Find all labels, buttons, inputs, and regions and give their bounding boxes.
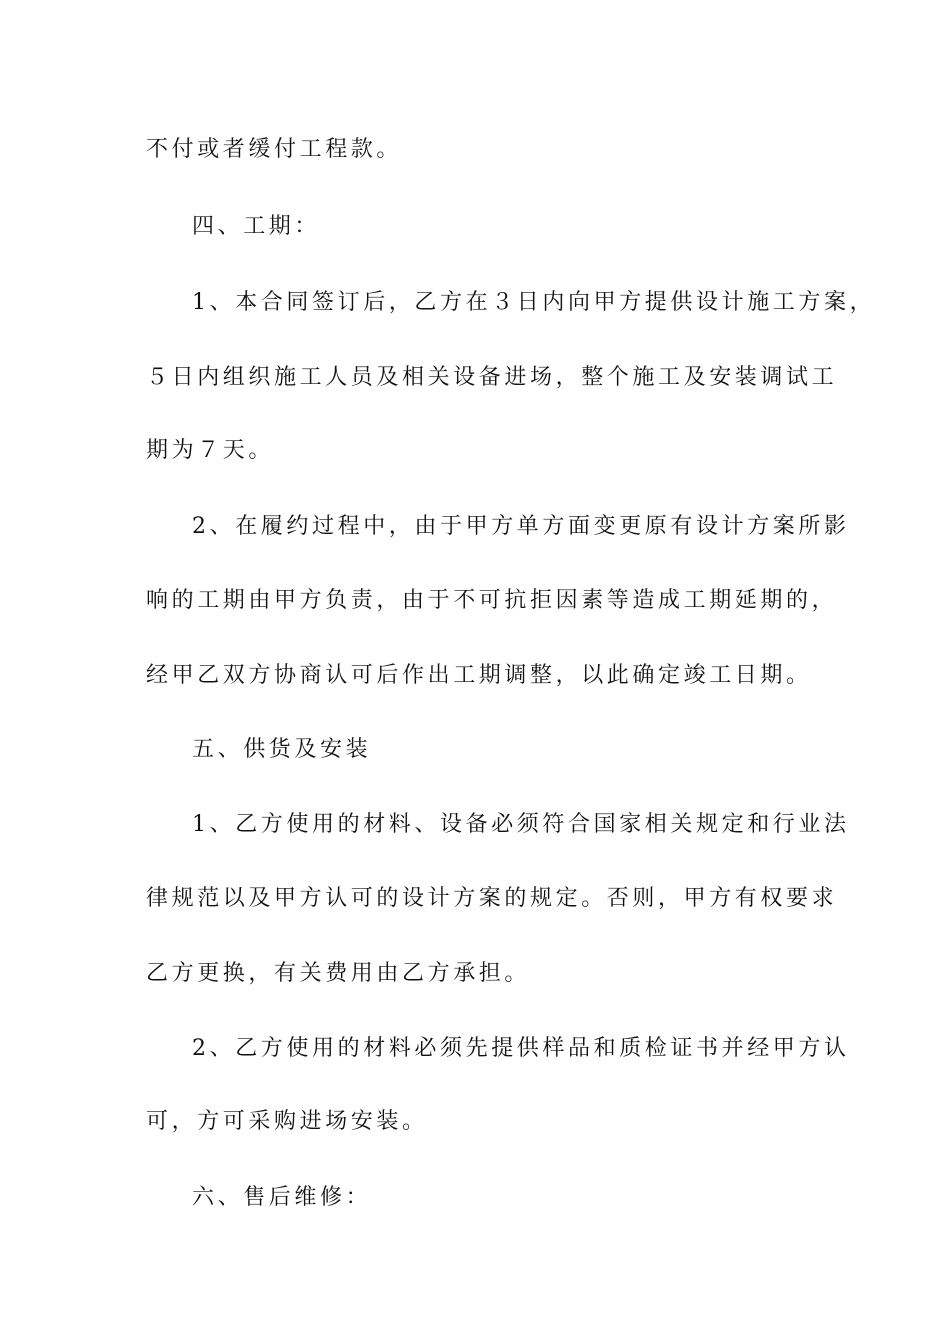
text-line: 1、乙方使用的材料、设备必须符合国家相关规定和行业法 (192, 812, 850, 837)
text-line: 2、在履约过程中，由于甲方单方面变更原有设计方案所影 (192, 514, 850, 539)
text-line: 不付或者缓付工程款。 (146, 137, 403, 162)
text-line: 2、乙方使用的材料必须先提供样品和质检证书并经甲方认 (192, 1036, 850, 1061)
section-heading-schedule: 四、工期： (192, 214, 321, 239)
text-line: 可，方可采购进场安装。 (146, 1109, 428, 1134)
text-line: 乙方更换，有关费用由乙方承担。 (146, 961, 531, 986)
text-line: 1、本合同签订后，乙方在３日内向甲方提供设计施工方案， (192, 290, 876, 315)
text-line: ５日内组织施工人员及相关设备进场，整个施工及安装调试工 (146, 365, 838, 390)
text-line: 期为７天。 (146, 438, 275, 463)
text-line: 经甲乙双方协商认可后作出工期调整，以此确定竣工日期。 (146, 663, 812, 688)
section-heading-after-sales: 六、售后维修： (192, 1185, 372, 1210)
section-heading-supply: 五、供货及安装 (192, 737, 372, 762)
text-line: 律规范以及甲方认可的设计方案的规定。否则，甲方有权要求 (146, 886, 838, 911)
text-line: 响的工期由甲方负责，由于不可抗拒因素等造成工期延期的， (146, 588, 838, 613)
